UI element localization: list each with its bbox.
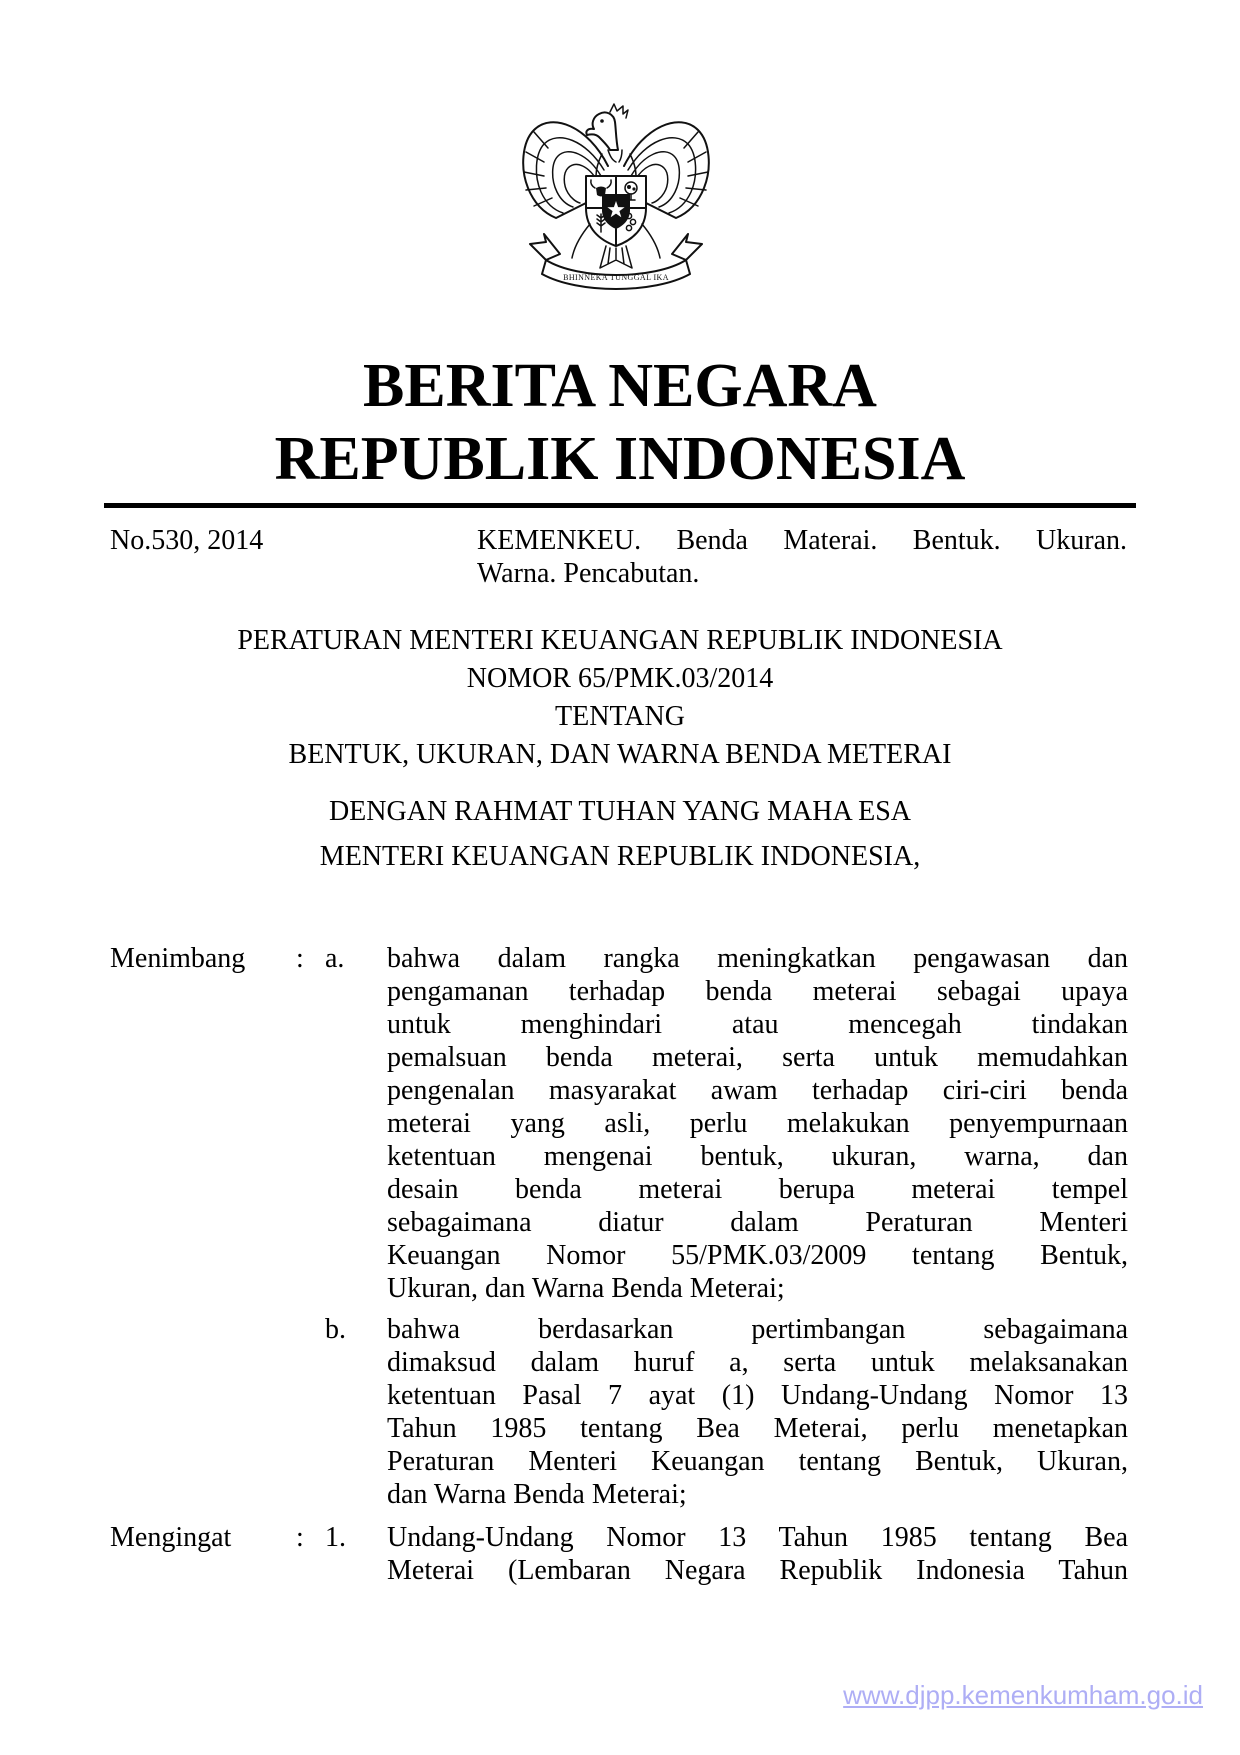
abstract-line-1: KEMENKEU. Benda Materai. Bentuk. Ukuran. [477, 525, 1127, 556]
consideration-line: pemalsuan benda meterai, serta untuk memudahkan [387, 1042, 1128, 1073]
regulation-number-line: NOMOR 65/PMK.03/2014 [466, 663, 774, 694]
legal-basis-text-1 [387, 1521, 1128, 1587]
considerations-text-b [387, 1313, 1128, 1511]
consideration-line: ketentuan Pasal 7 ayat (1) Undang-Undang Nomor 13 [387, 1380, 1128, 1411]
considerations-item-a [110, 942, 1128, 1305]
regulation-tentang-line: TENTANG [555, 701, 685, 732]
eagle-head [586, 104, 628, 162]
preamble-line-2: MENTERI KEUANGAN REPUBLIK INDONESIA, [319, 841, 921, 872]
consideration-line: untuk menghindari atau mencegah tindakan [387, 1009, 1128, 1040]
garuda-pancasila-emblem [518, 96, 714, 292]
body-block [110, 942, 1128, 1587]
motto-text: BHINNEKA TUNGGAL IKA [563, 273, 669, 282]
consideration-line: sebagaimana diatur dalam Peraturan Menteri [387, 1207, 1128, 1238]
consideration-line: bahwa berdasarkan pertimbangan sebagaimana [387, 1314, 1128, 1345]
considerations-item-b [110, 1313, 1128, 1511]
issue-number: No.530, 2014 [110, 525, 264, 556]
regulation-subject-line: BENTUK, UKURAN, DAN WARNA BENDA METERAI [288, 739, 952, 770]
regulation-title-line-1: PERATURAN MENTERI KEUANGAN REPUBLIK INDONESIA [237, 625, 1003, 656]
considerations-text-a [387, 942, 1128, 1305]
subject-abstract [477, 524, 1127, 590]
consideration-line: Peraturan Menteri Keuangan tentang Bentuk, Ukuran, [387, 1446, 1128, 1477]
masthead [0, 350, 1240, 496]
consideration-line: bahwa dalam rangka meningkatkan pengawasan dan [387, 943, 1128, 974]
item-marker-a: a. [325, 943, 345, 974]
consideration-line: meterai yang asli, perlu melakukan penyempurnaan [387, 1108, 1128, 1139]
eagle-eye [600, 119, 604, 123]
item-marker-1: 1. [325, 1522, 346, 1553]
considerations-label: Menimbang [110, 943, 246, 974]
abstract-line-2: Warna. Pencabutan. [477, 558, 700, 589]
footer-website-link[interactable]: www.djpp.kemenkumham.go.id [843, 1680, 1203, 1710]
regulation-title-block [0, 622, 1240, 774]
consideration-line: Keuangan Nomor 55/PMK.03/2009 tentang Bentuk, [387, 1240, 1128, 1271]
masthead-line-1: BERITA NEGARA [363, 352, 877, 420]
pancasila-shield [586, 176, 646, 246]
consideration-line: Ukuran, dan Warna Benda Meterai; [387, 1273, 785, 1304]
legal-basis-line: Meterai (Lembaran Negara Republik Indonesia Tahun [387, 1555, 1128, 1586]
legal-basis-item-1 [110, 1521, 1128, 1587]
legal-basis-label: Mengingat [110, 1522, 232, 1553]
item-marker-b: b. [325, 1314, 346, 1345]
masthead-line-2: REPUBLIK INDONESIA [274, 425, 966, 493]
consideration-line: dan Warna Benda Meterai; [387, 1479, 687, 1510]
legal-basis-colon: : [296, 1522, 304, 1553]
consideration-line: desain benda meterai berupa meterai tempel [387, 1174, 1128, 1205]
consideration-line: pengamanan terhadap benda meterai sebagai upaya [387, 976, 1128, 1007]
consideration-line: pengenalan masyarakat awam terhadap ciri-ciri benda [387, 1075, 1128, 1106]
preamble [0, 789, 1240, 879]
consideration-line: Tahun 1985 tentang Bea Meterai, perlu menetapkan [387, 1413, 1128, 1444]
neck [596, 154, 636, 176]
consideration-line: ketentuan mengenai bentuk, ukuran, warna, dan [387, 1141, 1128, 1172]
considerations-colon: : [296, 943, 304, 974]
preamble-line-1: DENGAN RAHMAT TUHAN YANG MAHA ESA [328, 796, 912, 827]
legal-basis-line: Undang-Undang Nomor 13 Tahun 1985 tentang Bea [387, 1522, 1128, 1553]
consideration-line: dimaksud dalam huruf a, serta untuk melaksanakan [387, 1347, 1128, 1378]
masthead-divider-rule [104, 503, 1136, 508]
